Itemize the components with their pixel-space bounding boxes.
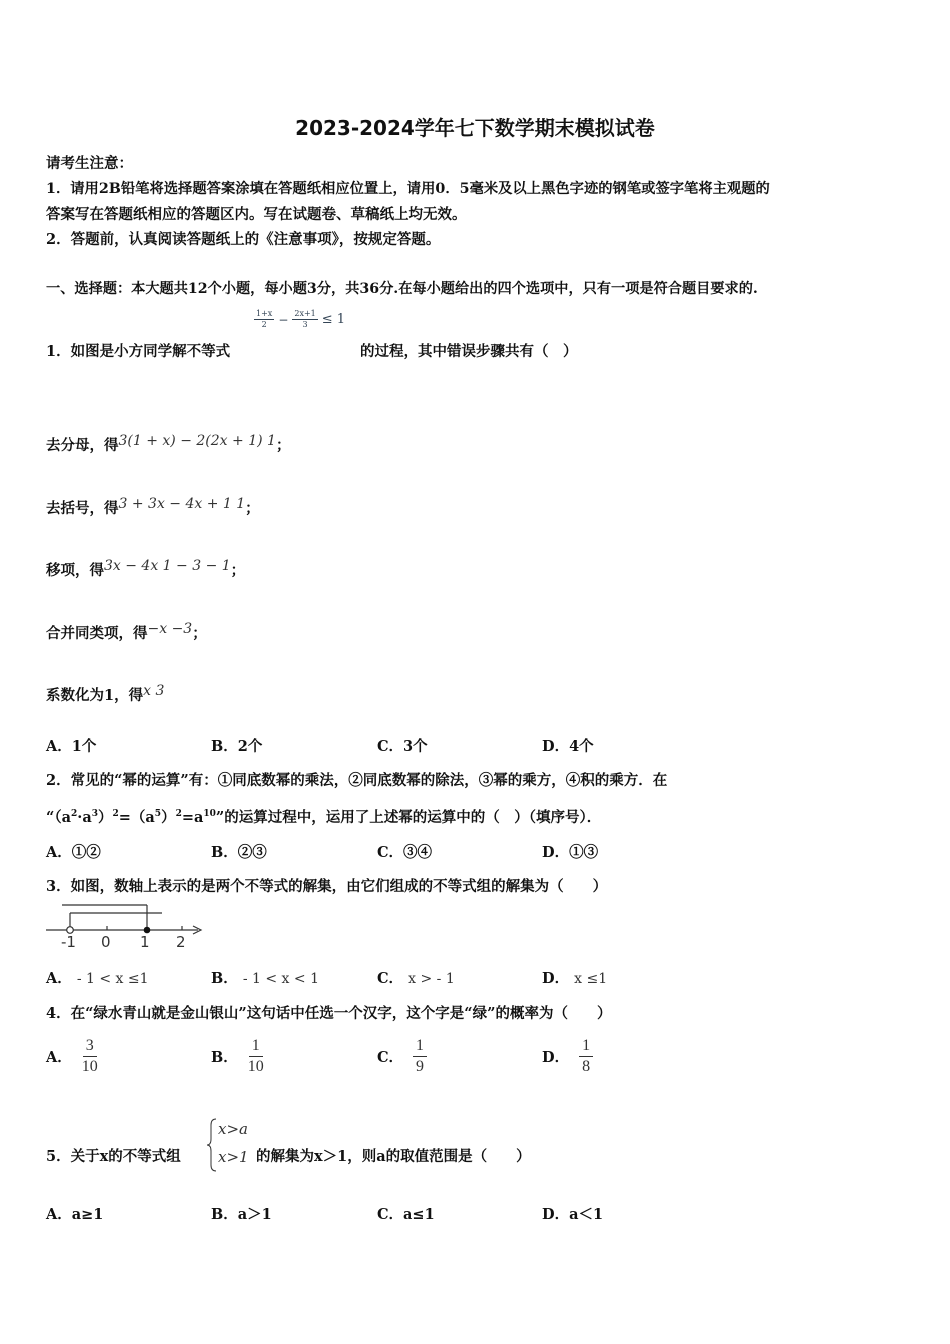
- step-expr: x 3: [143, 683, 165, 699]
- step-label: 去括号，得: [46, 500, 119, 517]
- step-expr: 3 + 3x − 4x + 1 1: [118, 496, 246, 512]
- step-label: 去分母，得: [46, 437, 119, 454]
- notice-line-2: 答案写在答题纸相应的答题区内。写在试题卷、草稿纸上均无效。: [46, 206, 467, 223]
- step-label: 系数化为1，得: [46, 687, 144, 704]
- q2-sup: 10: [203, 809, 216, 820]
- q5-option-a[interactable]: A．a≥1: [46, 1206, 104, 1223]
- option-letter: A．: [46, 970, 72, 987]
- q2-text: ）: [97, 809, 113, 826]
- tick-label-1: 1: [140, 933, 150, 951]
- q1-rhs: ≤ 1: [321, 312, 346, 327]
- system-brace: [206, 1117, 218, 1173]
- q1-frac-2-den: 3: [302, 320, 308, 329]
- q5-stem-pre: 5．关于x的不等式组: [46, 1148, 181, 1165]
- option-letter: A．: [46, 1049, 72, 1066]
- step-end: ；: [245, 500, 260, 517]
- notice-line-1: 1．请用2B铅笔将选择题答案涂填在答题纸相应位置上，请用0．5毫米及以上黑色字迹的钢笔或签字笔将主观题的: [46, 181, 770, 197]
- system-line-2: x>1: [218, 1148, 249, 1166]
- step-expr: 3(1 + x) − 2(2x + 1) 1: [118, 433, 276, 449]
- tick-label-neg1: -1: [61, 933, 76, 951]
- step-end: ；: [230, 562, 246, 579]
- q2-text: ·a: [77, 809, 92, 826]
- option-expr: x > - 1: [408, 971, 455, 987]
- q1-option-c[interactable]: C．3个: [377, 738, 428, 755]
- q1-option-d[interactable]: D．4个: [542, 738, 594, 755]
- option-letter: B．: [211, 970, 238, 987]
- q2-sup: 5: [154, 809, 162, 820]
- q1-step-1: [46, 434, 290, 455]
- q2-text: =a: [181, 809, 204, 826]
- step-end: ；: [275, 437, 291, 454]
- q2-text: “（a: [46, 809, 71, 826]
- q4-option-c[interactable]: [377, 1036, 427, 1077]
- q4-option-d[interactable]: [542, 1036, 593, 1077]
- step-expr: 3x − 4x 1 − 3 − 1: [104, 558, 231, 574]
- option-expr: - 1 < x < 1: [242, 971, 319, 987]
- q1-step-5: [46, 684, 164, 705]
- q1-inequality: [254, 309, 345, 330]
- q2-option-b[interactable]: B．②③: [211, 844, 267, 861]
- q3-option-a[interactable]: [46, 967, 149, 988]
- q2-sup: 2: [71, 809, 78, 820]
- option-letter: D．: [542, 1049, 570, 1066]
- q2-text: ）: [161, 809, 176, 826]
- q1-frac-2-num: 2x+1: [294, 309, 316, 318]
- q1-stem-post: 的过程，其中错误步骤共有（ ）: [360, 343, 578, 360]
- q5-stem-post: 的解集为x＞1，则a的取值范围是（ ）: [256, 1148, 531, 1165]
- q1-minus: −: [278, 312, 289, 327]
- q3-option-d[interactable]: [542, 967, 607, 988]
- fraction: [248, 1036, 264, 1077]
- tick-label-2: 2: [176, 933, 186, 951]
- q2-sup: 2: [175, 809, 182, 820]
- notice-line-3: 2．答题前，认真阅读答题纸上的《注意事项》，按规定答题。: [46, 231, 441, 248]
- tick-label-0: 0: [101, 933, 111, 951]
- step-expr: −x −3: [147, 621, 193, 637]
- q1-option-b[interactable]: B．2个: [211, 738, 263, 755]
- q4-option-b[interactable]: [211, 1036, 264, 1077]
- fraction: [579, 1036, 593, 1077]
- option-letter: C．: [377, 1049, 404, 1066]
- number-line-figure: [40, 900, 210, 952]
- step-label: 移项，得: [46, 562, 104, 579]
- q2-text: ”的运算过程中，运用了上述幂的运算中的（ ）（填序号）．: [215, 809, 602, 826]
- q3-stem: 3．如图，数轴上表示的是两个不等式的解集，由它们组成的不等式组的解集为（ ）: [46, 878, 608, 895]
- option-expr: - 1 < x ≤1: [76, 971, 149, 987]
- q3-option-c[interactable]: [377, 967, 455, 988]
- option-expr: x ≤1: [574, 971, 608, 987]
- fraction: [413, 1036, 427, 1077]
- q2-option-c[interactable]: C．③④: [377, 844, 433, 861]
- q4-option-a[interactable]: [46, 1036, 98, 1077]
- q5-option-c[interactable]: C．a≤1: [377, 1206, 435, 1223]
- q5-option-d[interactable]: D．a＜1: [542, 1206, 604, 1223]
- option-letter: D．: [542, 970, 570, 987]
- q1-step-2: [46, 497, 260, 518]
- q1-frac-1-num: 1+x: [256, 309, 273, 318]
- q1-step-3: [46, 559, 245, 580]
- q2-sup: 3: [91, 809, 98, 820]
- q2-line-1: 2．常见的“幂的运算”有：①同底数幂的乘法，②同底数幂的除法，③幂的乘方，④积的乘方．在: [46, 772, 668, 789]
- frac-num: 1: [413, 1036, 427, 1057]
- q1-stem-pre: 1．如图是小方同学解不等式: [46, 343, 231, 360]
- frac-num: 3: [83, 1036, 97, 1057]
- fraction: [82, 1036, 98, 1077]
- section-heading: 一、选择题：本大题共12个小题，每小题3分，共36分.在每小题给出的四个选项中，只有一项是符合题目要求的.: [46, 281, 758, 297]
- frac-den: 10: [247, 1058, 264, 1075]
- q2-text: =（a: [118, 809, 155, 826]
- q2-sup: 2: [112, 809, 119, 820]
- step-label: 合并同类项，得: [46, 625, 148, 642]
- option-letter: C．: [377, 970, 404, 987]
- q1-frac-2: [292, 309, 317, 330]
- q1-step-4: [46, 622, 207, 643]
- frac-num: 1: [249, 1036, 263, 1057]
- frac-den: 9: [416, 1058, 425, 1075]
- q2-line-2: [46, 806, 601, 827]
- q1-frac-1: [254, 309, 274, 330]
- q1-frac-1-den: 2: [261, 320, 267, 329]
- q4-stem: 4．在“绿水青山就是金山银山”这句话中任选一个汉字，这个字是“绿”的概率为（ ）: [46, 1005, 612, 1022]
- frac-num: 1: [579, 1036, 593, 1057]
- q2-option-d[interactable]: D．①③: [542, 844, 599, 861]
- frac-den: 8: [582, 1058, 591, 1075]
- option-letter: B．: [211, 1049, 238, 1066]
- page-title: 2023-2024学年七下数学期末模拟试卷: [295, 116, 655, 140]
- frac-den: 10: [81, 1058, 98, 1075]
- notice-heading: 请考生注意：: [46, 155, 133, 172]
- q1-option-a[interactable]: A．1个: [46, 738, 97, 755]
- q5-option-b[interactable]: B．a＞1: [211, 1206, 272, 1223]
- q2-option-a[interactable]: A．①②: [46, 844, 101, 861]
- q3-option-b[interactable]: [211, 967, 319, 988]
- system-line-1: x>a: [218, 1120, 248, 1138]
- step-end: ；: [192, 625, 207, 642]
